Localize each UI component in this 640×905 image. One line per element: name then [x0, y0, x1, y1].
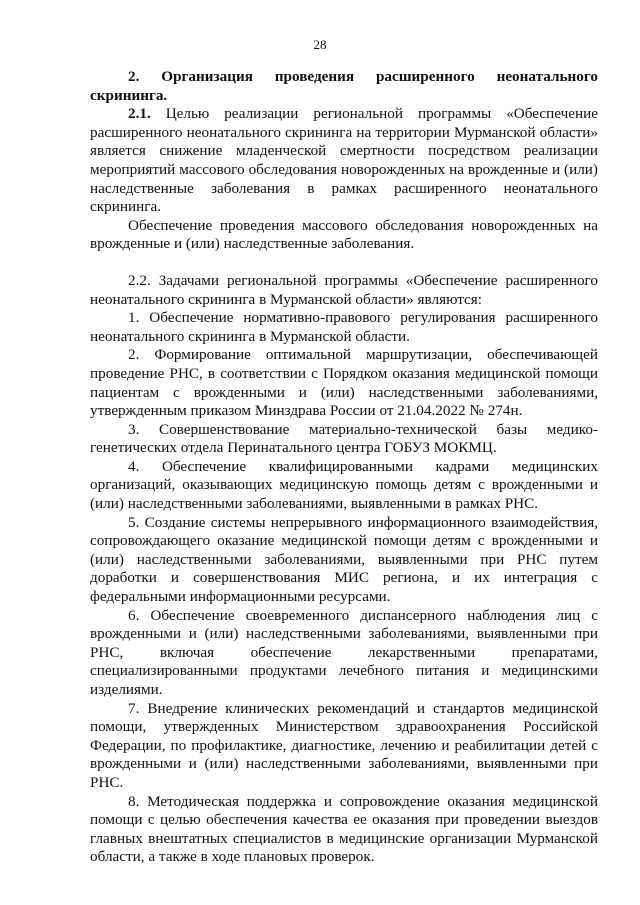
goal-extra-paragraph: Обеспечение проведения массового обследования новорожденных на врожденные и (или) наследственные заболевания.: [90, 216, 598, 253]
task-item-2: 2. Формирование оптимальной маршрутизации, обеспечивающей проведение РНС, в соответствии с Порядком оказания медицинской помощи пациентам с врожденными и (или) наследственными заболеваниями, утвержденным приказом Минздрава России от 21.04.2022 № 274н.: [90, 346, 598, 420]
page-number: 28: [313, 37, 327, 52]
task-item-7: 7. Внедрение клинических рекомендаций и стандартов медицинской помощи, утвержденных Министерством здравоохранения Российской Федерации, по профилактике, диагностике, лечению и реабилитации детей с врожденными и (или) наследственными заболеваниями, выявленными при РНС.: [90, 699, 598, 791]
task-item-6: 6. Обеспечение своевременного диспансерного наблюдения лиц с врожденными и (или) наследственными заболеваниями, выявленными при РНС, включая обеспечение лекарственными препаратами, специализированными продуктами лечебного питания и медицинскими изделиями.: [90, 606, 598, 698]
section-heading: 2. Организация проведения расширенного неонатального скрининга.: [90, 68, 598, 104]
task-item-5: 5. Создание системы непрерывного информационного взаимодействия, сопровождающего оказание медицинской помощи детям с врожденными и (или) наследственными заболеваниями, выявленными при РНС путем доработки и совершенствования МИС региона, и их интеграция с федеральными информационными ресурсами.: [90, 513, 598, 606]
goal-number: 2.1.: [128, 105, 151, 123]
tasks-intro: 2.2. Задачами региональной программы «Обеспечение расширенного неонатального скрининга в Мурманской области» являются:: [90, 271, 598, 308]
paragraph-spacer: [90, 254, 598, 272]
goal-paragraph: [90, 105, 598, 217]
task-item-3: 3. Совершенствование материально-технической базы медико-генетических отдела Перинатального центра ГОБУЗ МОКМЦ.: [90, 420, 598, 457]
document-body: [90, 68, 598, 867]
task-item-8: 8. Методическая поддержка и сопровождение оказания медицинской помощи с целью обеспечения качества ее оказания при проведении выездов главных внештатных специалистов в медицинские организации Мурманской области, а также в ходе плановых проверок.: [90, 792, 598, 866]
task-item-4: 4. Обеспечение квалифицированными кадрами медицинских организаций, оказывающих медицинскую помощь детям с врожденными и (или) наследственными заболеваниями, выявленными в рамках РНС.: [90, 457, 598, 513]
goal-text: Целью реализации региональной программы «Обеспечение расширенного неонатального скрининга на территории Мурманской области» является снижение младенческой смертности посредством реализации мероприятий массового обследования новорожденных на врожденные и (или) наследственные заболевания в рамках расширенного неонатального скрининга.: [90, 105, 599, 216]
task-item-1: 1. Обеспечение нормативно-правового регулирования расширенного неонатального скрининга в Мурманской области.: [90, 309, 598, 345]
